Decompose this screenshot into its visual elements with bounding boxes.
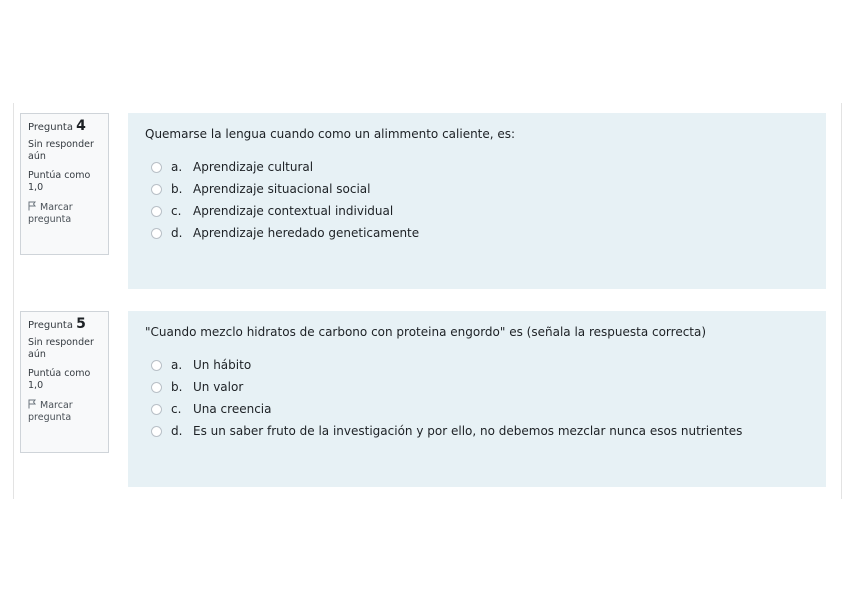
question-status: Sin responder aún bbox=[28, 336, 94, 360]
answer-letter: c. bbox=[171, 402, 182, 416]
answer-text[interactable]: Aprendizaje cultural bbox=[193, 160, 314, 174]
flag-icon bbox=[28, 399, 37, 409]
answer-list bbox=[145, 156, 826, 244]
quiz-content-area bbox=[13, 103, 842, 499]
question-formulation bbox=[128, 311, 826, 487]
question-score: Puntúa como 1,0 bbox=[28, 367, 91, 391]
answer-text[interactable]: Es un saber fruto de la investigación y por ello, no debemos mezclar nunca esos nutrientes bbox=[193, 424, 743, 438]
answer-letter: a. bbox=[171, 358, 183, 372]
question-status: Sin responder aún bbox=[28, 138, 94, 162]
radio-button[interactable] bbox=[151, 404, 162, 415]
question-number-value: 5 bbox=[76, 316, 86, 332]
answer-text[interactable]: Aprendizaje situacional social bbox=[193, 182, 371, 196]
answer-text[interactable]: Un hábito bbox=[193, 358, 252, 372]
flag-question-link[interactable] bbox=[28, 201, 102, 227]
question-number-value: 4 bbox=[76, 118, 86, 134]
flag-icon bbox=[28, 201, 37, 211]
radio-button[interactable] bbox=[151, 228, 162, 239]
flag-question-link[interactable] bbox=[28, 399, 102, 425]
answer-list bbox=[145, 354, 826, 442]
question-label: Pregunta bbox=[28, 320, 73, 331]
question-text: Quemarse la lengua cuando como un alimmento caliente, es: bbox=[145, 127, 516, 141]
question-score: Puntúa como 1,0 bbox=[28, 169, 91, 193]
radio-button[interactable] bbox=[151, 360, 162, 371]
question-number bbox=[28, 318, 102, 333]
answer-letter: d. bbox=[171, 226, 183, 240]
radio-button[interactable] bbox=[151, 382, 162, 393]
radio-button[interactable] bbox=[151, 162, 162, 173]
answer-letter: b. bbox=[171, 182, 183, 196]
answer-text[interactable]: Aprendizaje contextual individual bbox=[193, 204, 394, 218]
question-label: Pregunta bbox=[28, 122, 73, 133]
flag-question-label: Marcar pregunta bbox=[28, 201, 73, 225]
answer-option-c[interactable] bbox=[145, 398, 826, 420]
answer-letter: b. bbox=[171, 380, 183, 394]
flag-question-label: Marcar pregunta bbox=[28, 399, 73, 423]
answer-option-b[interactable] bbox=[145, 178, 826, 200]
answer-letter: a. bbox=[171, 160, 183, 174]
answer-letter: c. bbox=[171, 204, 182, 218]
answer-option-d[interactable] bbox=[145, 222, 826, 244]
radio-button[interactable] bbox=[151, 184, 162, 195]
answer-option-c[interactable] bbox=[145, 200, 826, 222]
radio-button[interactable] bbox=[151, 426, 162, 437]
question-formulation bbox=[128, 113, 826, 289]
answer-option-a[interactable] bbox=[145, 354, 826, 376]
answer-text[interactable]: Aprendizaje heredado geneticamente bbox=[193, 226, 420, 240]
question-info-panel bbox=[20, 113, 109, 255]
answer-text[interactable]: Una creencia bbox=[193, 402, 272, 416]
answer-letter: d. bbox=[171, 424, 183, 438]
answer-option-b[interactable] bbox=[145, 376, 826, 398]
question-number bbox=[28, 120, 102, 135]
question-text: "Cuando mezclo hidratos de carbono con proteina engordo" es (señala la respuesta correcta) bbox=[145, 325, 707, 339]
question-info-panel bbox=[20, 311, 109, 453]
radio-button[interactable] bbox=[151, 206, 162, 217]
answer-text[interactable]: Un valor bbox=[193, 380, 244, 394]
answer-option-d[interactable] bbox=[145, 420, 826, 442]
answer-option-a[interactable] bbox=[145, 156, 826, 178]
